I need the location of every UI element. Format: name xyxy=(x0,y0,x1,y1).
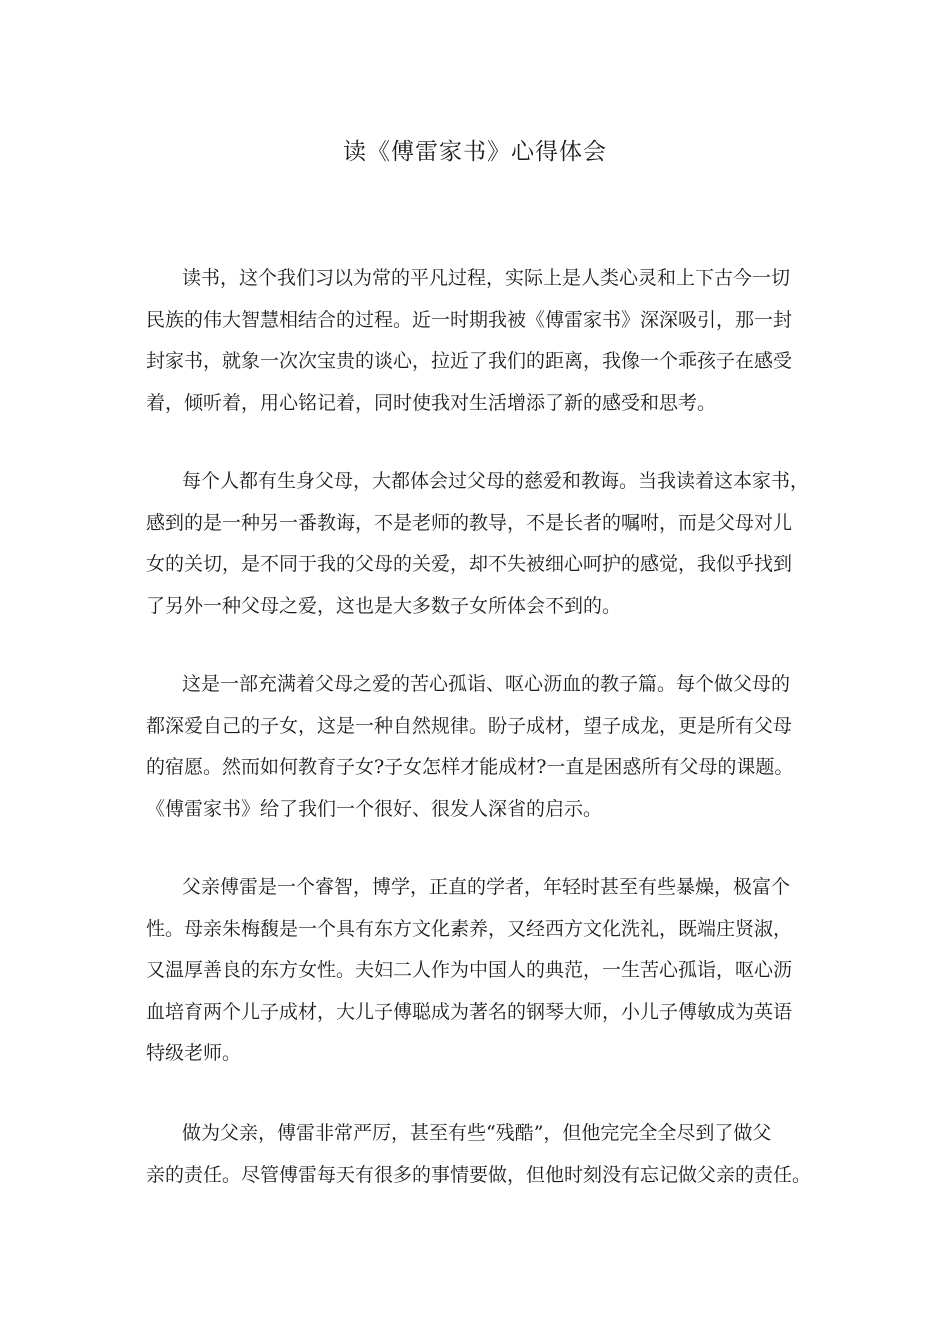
paragraph-line: 又温厚善良的东方女性。夫妇二人作为中国人的典范，一生苦心孤诣，呕心沥 xyxy=(146,959,793,981)
paragraph-line: 了另外一种父母之爱，这也是大多数子女所体会不到的。 xyxy=(146,594,622,617)
paragraph-line: 着，倾听着，用心铭记着，同时使我对生活增添了新的感受和思考。 xyxy=(146,391,717,414)
paragraph-5 xyxy=(146,1113,812,1196)
paragraph-line: 亲的责任。尽管傅雷每天有很多的事情要做，但他时刻没有忘记做父亲的责任。 xyxy=(146,1163,812,1186)
paragraph-line: 女的关切，是不同于我的父母的关爱，却不失被细心呵护的感觉，我似乎找到 xyxy=(146,553,793,575)
paragraph-1 xyxy=(146,258,806,424)
paragraph-line: 读书，这个我们习以为常的平凡过程，实际上是人类心灵和上下古今一切 xyxy=(182,267,791,289)
paragraph-line: 《傅雷家书》给了我们一个很好、很发人深省的启示。 xyxy=(146,797,603,820)
document-title: 读《傅雷家书》心得体会 xyxy=(343,139,607,165)
paragraph-3 xyxy=(146,664,806,830)
paragraph-line: 封家书，就象一次次宝贵的谈心，拉近了我们的距离，我像一个乖孩子在感受 xyxy=(146,350,793,372)
paragraph-line: 做为父亲，傅雷非常严厉，甚至有些“残酷”，但他完完全全尽到了做父 xyxy=(182,1122,772,1144)
paragraph-line: 感到的是一种另一番教诲，不是老师的教导，不是长者的嘱咐，而是父母对儿 xyxy=(146,511,793,534)
paragraph-2 xyxy=(146,461,810,627)
paragraph-4 xyxy=(146,867,806,1075)
paragraph-line: 父亲傅雷是一个睿智，博学，正直的学者，年轻时甚至有些暴燥，极富个 xyxy=(182,876,791,898)
paragraph-line: 性。母亲朱梅馥是一个具有东方文化素养，又经西方文化洗礼，既端庄贤淑， xyxy=(146,917,793,940)
paragraph-line: 每个人都有生身父母，大都体会过父母的慈爱和教诲。当我读着这本家书， xyxy=(182,470,810,492)
paragraph-line: 血培育两个儿子成材，大儿子傅聪成为著名的钢琴大师，小儿子傅敏成为英语 xyxy=(146,1000,793,1023)
paragraph-line: 特级老师。 xyxy=(146,1042,242,1064)
paragraph-line: 民族的伟大智慧相结合的过程。近一时期我被《傅雷家书》深深吸引，那一封 xyxy=(146,308,793,331)
paragraph-line: 都深爱自己的子女，这是一种自然规律。盼子成材，望子成龙，更是所有父母 xyxy=(146,714,793,737)
paragraph-line: 的宿愿。然而如何教育子女?子女怎样才能成材?一直是困惑所有父母的课题。 xyxy=(146,756,794,778)
paragraph-line: 这是一部充满着父母之爱的苦心孤诣、呕心沥血的教子篇。每个做父母的 xyxy=(182,673,791,695)
